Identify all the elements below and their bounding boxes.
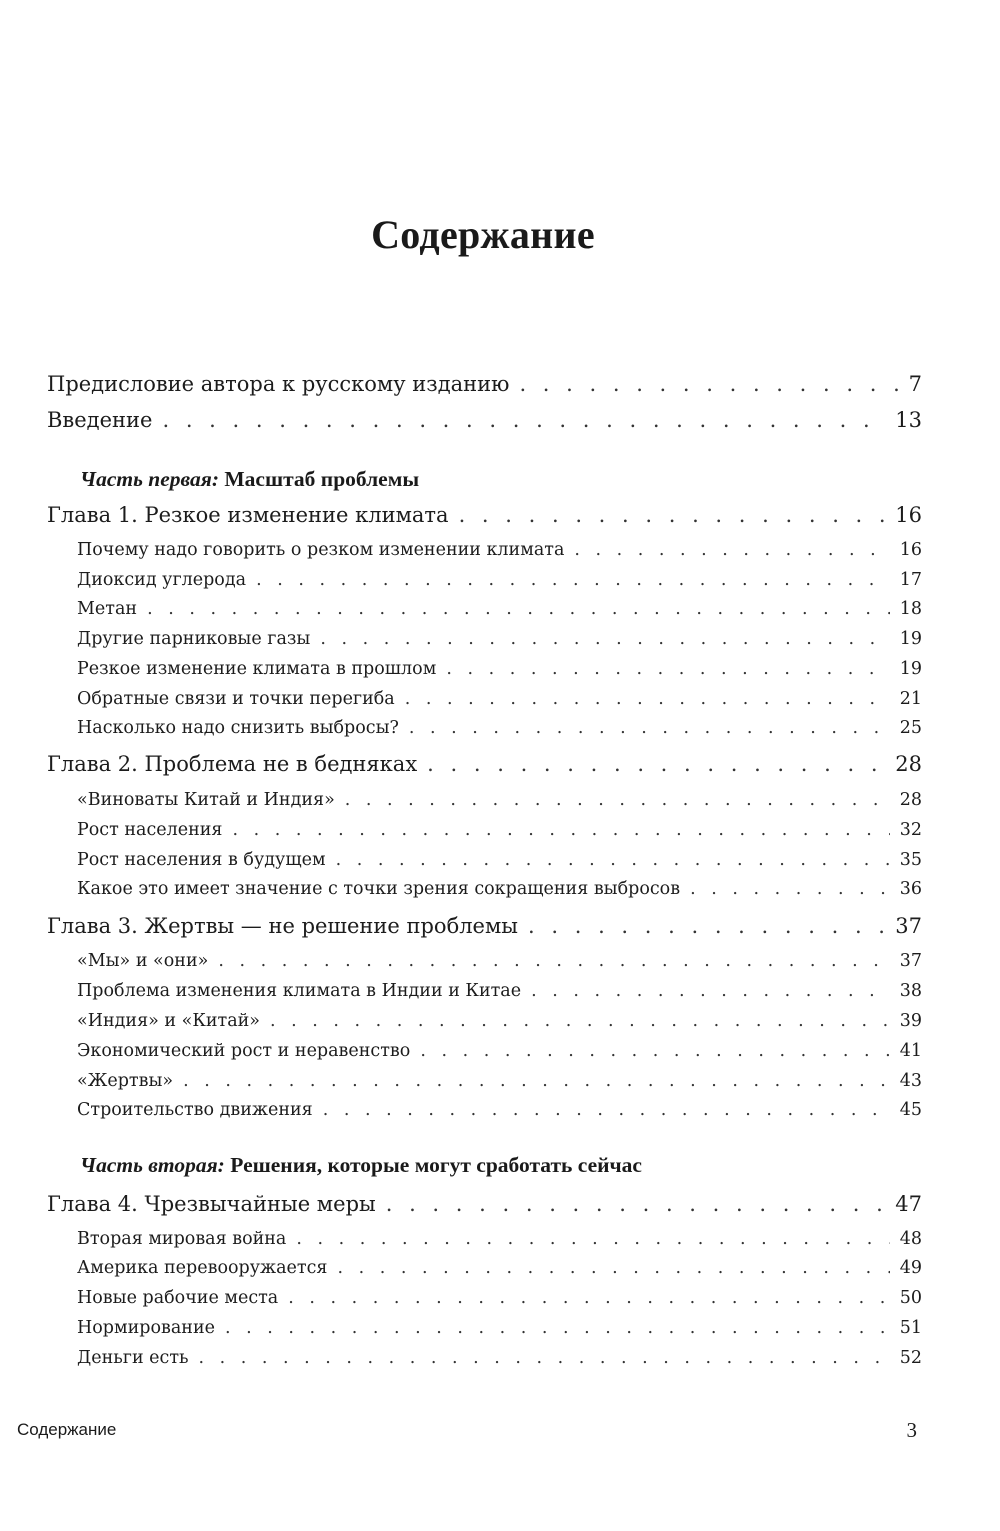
entry-page-number: 50 xyxy=(899,1288,922,1308)
dot-leader xyxy=(574,537,889,563)
entry-page-number: 36 xyxy=(899,879,922,899)
entry-page-number: 41 xyxy=(899,1041,922,1061)
running-footer-title: Содержание xyxy=(17,1420,117,1439)
entry-title: Насколько надо снизить выбросы? xyxy=(77,718,399,738)
part-title: Масштаб проблемы xyxy=(224,467,420,491)
toc-subentry xyxy=(77,715,922,741)
entry-page-number: 16 xyxy=(899,540,922,560)
dot-leader xyxy=(162,406,885,434)
part-label: Часть вторая: xyxy=(80,1153,225,1177)
dot-leader xyxy=(519,370,898,398)
entry-title: Глава 1. Резкое изменение климата xyxy=(47,503,449,527)
dot-leader xyxy=(183,1068,890,1094)
entry-page-number: 52 xyxy=(899,1348,922,1368)
dot-leader xyxy=(337,1255,889,1281)
entry-page-number: 25 xyxy=(899,718,922,738)
entry-title: Вторая мировая война xyxy=(77,1229,287,1249)
toc-subentry xyxy=(77,817,922,843)
toc-subentry xyxy=(77,1097,922,1123)
dot-leader xyxy=(270,1008,890,1034)
entry-page-number: 18 xyxy=(899,599,922,619)
dot-leader xyxy=(218,948,889,974)
entry-title: Рост населения xyxy=(77,820,223,840)
dot-leader xyxy=(232,817,889,843)
dot-leader xyxy=(420,1038,889,1064)
toc-chapter xyxy=(47,1190,922,1218)
entry-page-number: 35 xyxy=(899,850,922,870)
entry-page-number: 43 xyxy=(899,1071,922,1091)
entry-page-number: 7 xyxy=(908,372,922,396)
toc-subentry xyxy=(77,537,922,563)
entry-page-number: 16 xyxy=(895,503,922,527)
entry-title: Какое это имеет значение с точки зрения сокращения выбросов xyxy=(77,879,681,899)
entry-page-number: 37 xyxy=(895,914,922,938)
toc-subentry xyxy=(77,1226,922,1252)
entry-title: Обратные связи и точки перегиба xyxy=(77,689,395,709)
toc-subentry xyxy=(77,1038,922,1064)
dot-leader xyxy=(528,912,885,940)
entry-page-number: 38 xyxy=(899,981,922,1001)
entry-title: Деньги есть xyxy=(77,1348,189,1368)
entry-title: Строительство движения xyxy=(77,1100,313,1120)
dot-leader xyxy=(446,656,889,682)
entry-title: Рост населения в будущем xyxy=(77,850,326,870)
entry-title: Нормирование xyxy=(77,1318,215,1338)
dot-leader xyxy=(409,715,890,741)
entry-title: Глава 4. Чрезвычайные меры xyxy=(47,1192,376,1216)
toc-subentry xyxy=(77,686,922,712)
entry-title: Проблема изменения климата в Индии и Китае xyxy=(77,981,522,1001)
entry-page-number: 13 xyxy=(895,408,922,432)
entry-title: Экономический рост и неравенство xyxy=(77,1041,411,1061)
entry-title: «Мы» и «они» xyxy=(77,951,209,971)
entry-title: Предисловие автора к русскому изданию xyxy=(47,372,510,396)
entry-title: Новые рабочие места xyxy=(77,1288,279,1308)
entry-page-number: 39 xyxy=(899,1011,922,1031)
toc-subentry xyxy=(77,1345,922,1371)
entry-title: Введение xyxy=(47,408,153,432)
toc-subentry xyxy=(77,948,922,974)
dot-leader xyxy=(225,1315,890,1341)
entry-page-number: 28 xyxy=(895,752,922,776)
dot-leader xyxy=(323,1097,890,1123)
dot-leader xyxy=(147,596,890,622)
entry-title: Диоксид углерода xyxy=(77,570,247,590)
toc-subentry xyxy=(77,1008,922,1034)
entry-title: Глава 2. Проблема не в бедняках xyxy=(47,752,418,776)
dot-leader xyxy=(531,978,890,1004)
entry-page-number: 19 xyxy=(899,629,922,649)
entry-title: «Индия» и «Китай» xyxy=(77,1011,261,1031)
entry-title: «Жертвы» xyxy=(77,1071,174,1091)
toc-chapter xyxy=(47,912,922,940)
entry-page-number: 47 xyxy=(895,1192,922,1216)
entry-title: Другие парниковые газы xyxy=(77,629,311,649)
dot-leader xyxy=(345,787,890,813)
dot-leader xyxy=(336,847,890,873)
entry-page-number: 19 xyxy=(899,659,922,679)
toc-subentry xyxy=(77,787,922,813)
toc-subentry xyxy=(77,1255,922,1281)
dot-leader xyxy=(320,626,889,652)
toc-subentry xyxy=(77,847,922,873)
entry-page-number: 28 xyxy=(899,790,922,810)
toc-subentry xyxy=(77,656,922,682)
part-heading xyxy=(80,465,419,493)
toc-entry xyxy=(47,370,922,398)
entry-page-number: 17 xyxy=(899,570,922,590)
part-title: Решения, которые могут сработать сейчас xyxy=(230,1153,642,1177)
entry-title: Почему надо говорить о резком изменении климата xyxy=(77,540,565,560)
toc-subentry xyxy=(77,626,922,652)
toc-subentry xyxy=(77,876,922,902)
dot-leader xyxy=(459,501,886,529)
part-heading xyxy=(80,1151,642,1179)
page-title: Содержание xyxy=(371,211,595,257)
entry-title: «Виноваты Китай и Индия» xyxy=(77,790,335,810)
dot-leader xyxy=(405,686,890,712)
entry-page-number: 51 xyxy=(899,1318,922,1338)
entry-page-number: 45 xyxy=(899,1100,922,1120)
toc-chapter xyxy=(47,501,922,529)
entry-title: Метан xyxy=(77,599,138,619)
entry-title: Глава 3. Жертвы — не решение проблемы xyxy=(47,914,519,938)
entry-page-number: 37 xyxy=(899,951,922,971)
toc-chapter xyxy=(47,750,922,778)
dot-leader xyxy=(386,1190,886,1218)
entry-page-number: 48 xyxy=(899,1229,922,1249)
dot-leader xyxy=(288,1285,889,1311)
dot-leader xyxy=(199,1345,890,1371)
dot-leader xyxy=(690,876,890,902)
entry-title: Резкое изменение климата в прошлом xyxy=(77,659,437,679)
entry-page-number: 32 xyxy=(899,820,922,840)
entry-page-number: 21 xyxy=(899,689,922,709)
toc-subentry xyxy=(77,1315,922,1341)
toc-subentry xyxy=(77,567,922,593)
dot-leader xyxy=(296,1226,889,1252)
toc-subentry xyxy=(77,1068,922,1094)
part-label: Часть первая: xyxy=(80,467,219,491)
page-number: 3 xyxy=(906,1418,917,1442)
toc-entry xyxy=(47,406,922,434)
dot-leader xyxy=(256,567,890,593)
toc-subentry xyxy=(77,596,922,622)
toc-subentry xyxy=(77,1285,922,1311)
dot-leader xyxy=(427,750,885,778)
entry-title: Америка перевооружается xyxy=(77,1258,328,1278)
entry-page-number: 49 xyxy=(899,1258,922,1278)
toc-subentry xyxy=(77,978,922,1004)
